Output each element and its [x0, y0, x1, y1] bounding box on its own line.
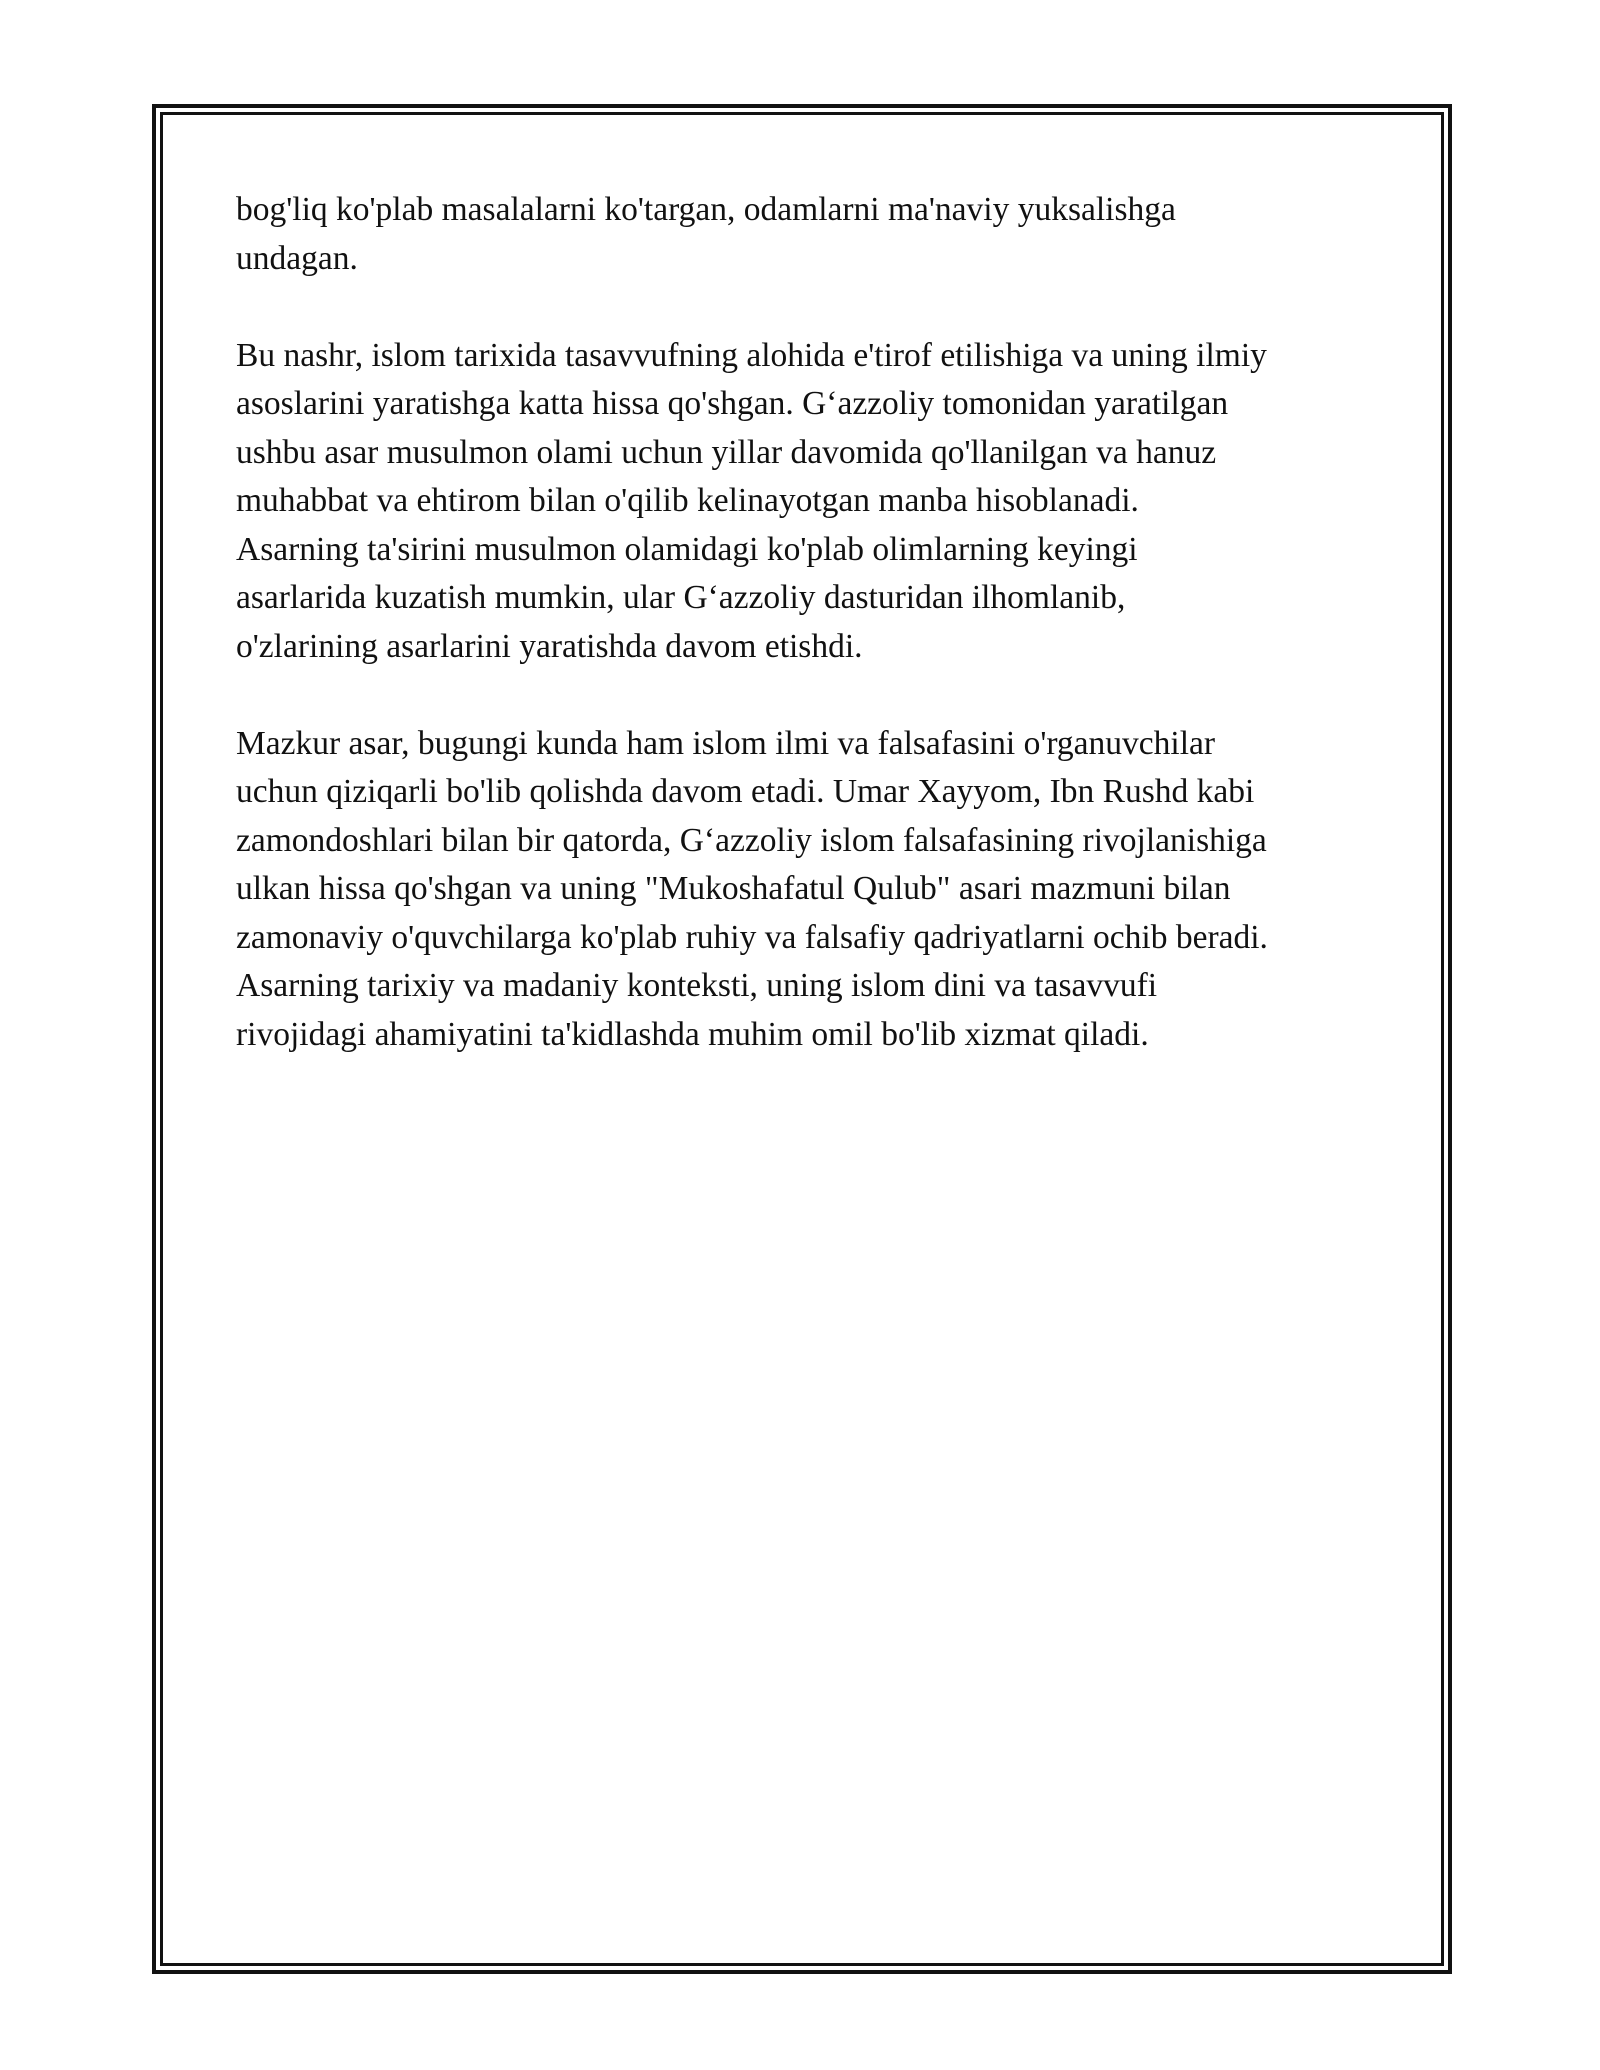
text-line: undagan. — [236, 239, 358, 277]
text-line: zamonaviy o'quvchilarga ko'plab ruhiy va falsafiy qadriyatlarni ochib beradi. — [236, 918, 1268, 956]
text-line: asarlarida kuzatish mumkin, ular G‘azzoliy dasturidan ilhomlanib, — [236, 579, 1126, 616]
text-line: uchun qiziqarli bo'lib qolishda davom etadi. Umar Xayyom, Ibn Rushd kabi — [236, 773, 1255, 810]
text-line: o'zlarining asarlarini yaratishda davom etishdi. — [236, 627, 863, 665]
text-line: ulkan hissa qo'shgan va uning "Mukoshafatul Qulub" asari mazmuni bilan — [236, 870, 1231, 907]
paragraph-2 — [236, 332, 1386, 672]
text-line: Asarning ta'sirini musulmon olamidagi ko'plab olimlarning keyingi — [236, 530, 1138, 568]
paragraph-1 — [236, 186, 1386, 283]
text-line: Mazkur asar, bugungi kunda ham islom ilmi va falsafasini o'rganuvchilar — [236, 724, 1216, 762]
text-line: zamondoshlari bilan bir qatorda, G‘azzoliy islom falsafasining rivojlanishiga — [236, 821, 1267, 859]
text-line: muhabbat va ehtirom bilan o'qilib kelinayotgan manba hisoblanadi. — [236, 482, 1139, 519]
document-body — [236, 186, 1386, 1108]
text-line: rivojidagi ahamiyatini ta'kidlashda muhim omil bo'lib xizmat qiladi. — [236, 1015, 1149, 1053]
text-line: Bu nashr, islom tarixida tasavvufning alohida e'tirof etilishiga va uning ilmiy — [236, 336, 1267, 374]
text-line: ushbu asar musulmon olami uchun yillar davomida qo'llanilgan va hanuz — [236, 433, 1217, 471]
text-line: bog'liq ko'plab masalalarni ko'targan, odamlarni ma'naviy yuksalishga — [236, 191, 1176, 228]
text-line: asoslarini yaratishga katta hissa qo'shgan. G‘azzoliy tomonidan yaratilgan — [236, 385, 1229, 422]
paragraph-3 — [236, 720, 1386, 1060]
text-line: Asarning tarixiy va madaniy konteksti, uning islom dini va tasavvufi — [236, 967, 1158, 1004]
